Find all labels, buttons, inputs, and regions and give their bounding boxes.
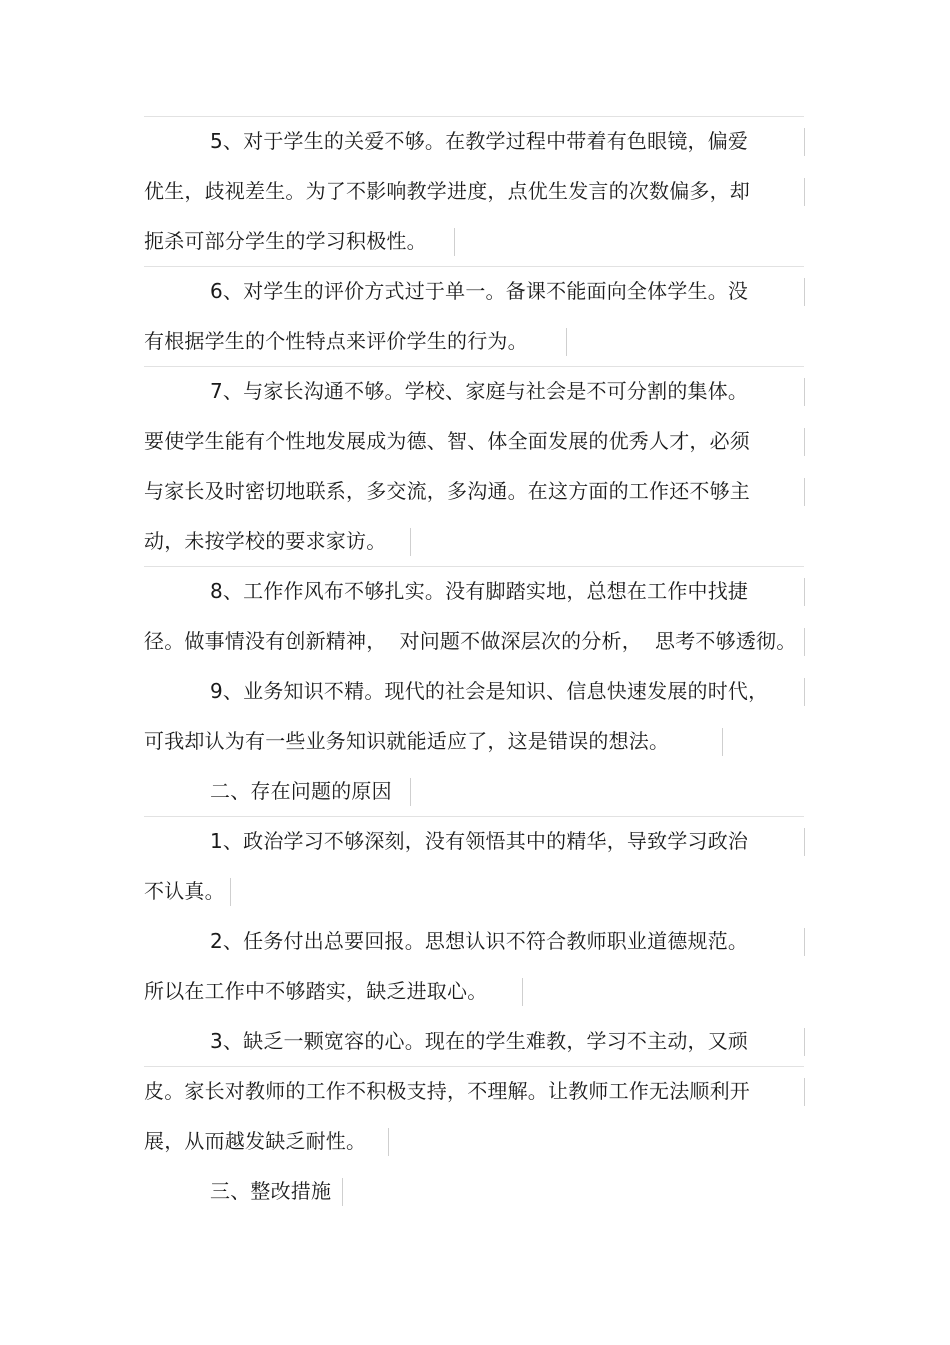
scan-artifact: [410, 528, 411, 556]
text-line: 8、工作作风布不够扎实。没有脚踏实地，总想在工作中找捷: [144, 566, 748, 616]
text-line: 所以在工作中不够踏实，缺乏进取心。: [144, 979, 488, 1003]
text-line: 2、任务付出总要回报。思想认识不符合教师职业道德规范。: [210, 929, 749, 953]
scan-artifact: [566, 328, 567, 356]
text-line: 有根据学生的个性特点来评价学生的行为。: [144, 329, 528, 353]
scan-artifact: [522, 978, 523, 1006]
scan-artifact: [722, 728, 723, 756]
scan-artifact: [804, 678, 805, 706]
text-line: 动，未按学校的要求家访。: [144, 529, 387, 553]
text-line: 9、业务知识不精。现代的社会是知识、信息快速发展的时代，: [210, 679, 769, 703]
scan-artifact: [804, 128, 805, 156]
scan-artifact: [804, 628, 805, 656]
scan-artifact: [804, 178, 805, 206]
scan-artifact: [230, 878, 231, 906]
scan-artifact: [804, 928, 805, 956]
text-line: 可我却认为有一些业务知识就能适应了，这是错误的想法。: [144, 729, 670, 753]
scan-artifact: [342, 1178, 343, 1206]
text-line: 展，从而越发缺乏耐性。: [144, 1129, 367, 1153]
text-line: 6、对学生的评价方式过于单一。备课不能面向全体学生。没: [144, 266, 748, 316]
section-heading: 三、整改措施: [210, 1179, 332, 1203]
scan-artifact: [410, 778, 411, 806]
text-line: 不认真。: [144, 879, 225, 903]
scan-artifact: [804, 378, 805, 406]
scan-artifact: [804, 428, 805, 456]
text-line: 径。做事情没有创新精神， 对问题不做深层次的分析， 思考不够透彻。: [144, 629, 797, 653]
scan-artifact: [804, 1028, 805, 1056]
scan-artifact: [804, 1078, 805, 1106]
text-line: 皮。家长对教师的工作不积极支持，不理解。让教师工作无法顺利开: [144, 1066, 750, 1116]
scan-artifact: [388, 1128, 389, 1156]
text-line: 扼杀可部分学生的学习积极性。: [144, 229, 427, 253]
text-line: 5、对于学生的关爱不够。在教学过程中带着有色眼镜，偏爱: [144, 116, 748, 166]
scan-artifact: [804, 828, 805, 856]
text-line: 7、与家长沟通不够。学校、家庭与社会是不可分割的集体。: [144, 366, 748, 416]
section-heading: 二、存在问题的原因: [210, 779, 392, 803]
text-line: 与家长及时密切地联系，多交流，多沟通。在这方面的工作还不够主: [144, 479, 750, 503]
text-line: 优生，歧视差生。为了不影响教学进度，点优生发言的次数偏多，却: [144, 179, 750, 203]
scan-artifact: [804, 478, 805, 506]
text-line: 3、缺乏一颗宽容的心。现在的学生难教，学习不主动，又顽: [210, 1029, 749, 1053]
scan-artifact: [804, 278, 805, 306]
scan-artifact: [454, 228, 455, 256]
text-line: 要使学生能有个性地发展成为德、智、体全面发展的优秀人才，必须: [144, 429, 750, 453]
text-line: 1、政治学习不够深刻，没有领悟其中的精华，导致学习政治: [144, 816, 748, 866]
scan-artifact: [804, 578, 805, 606]
